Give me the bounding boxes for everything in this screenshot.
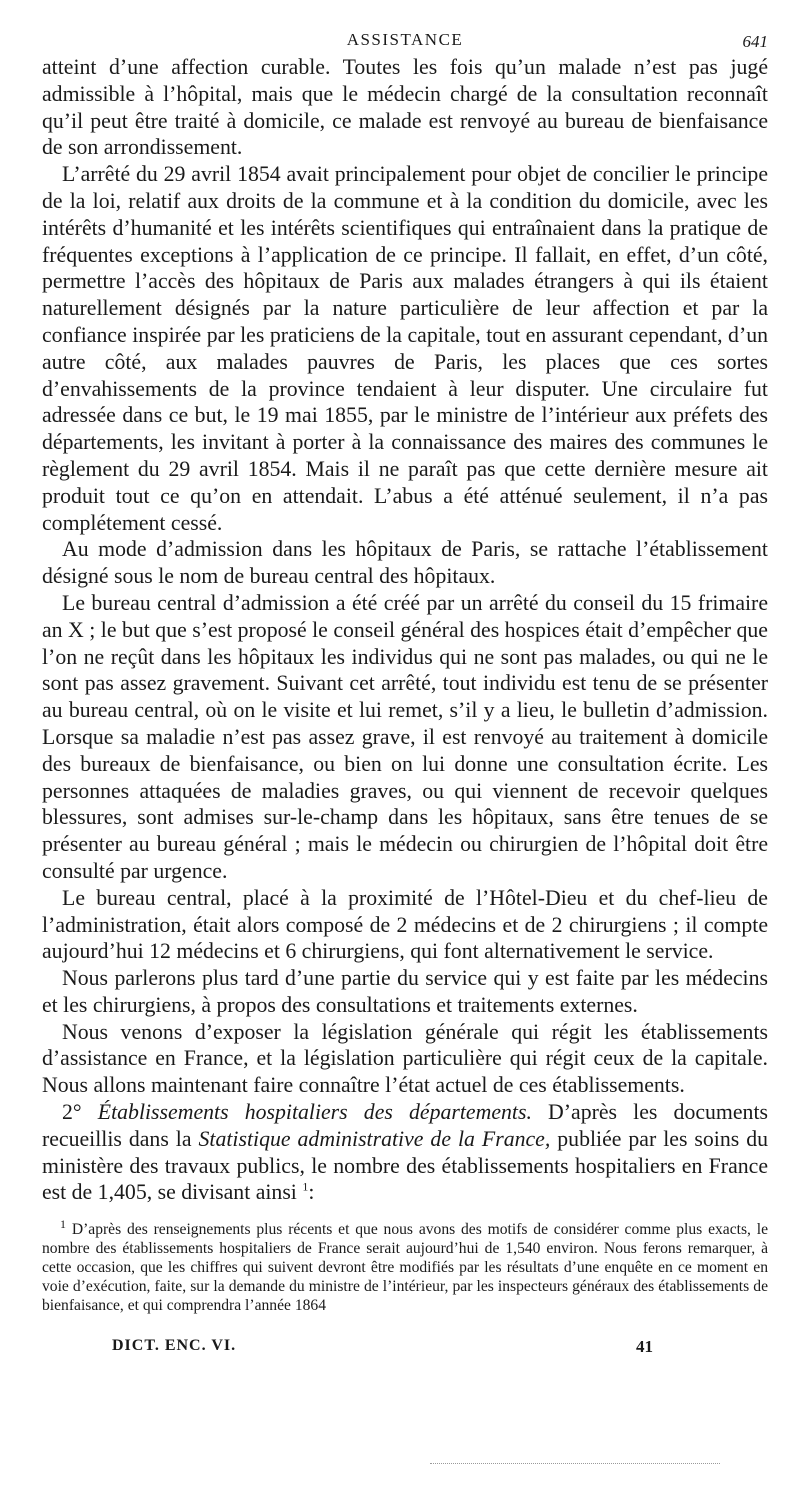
- footnote-reference: 1: [302, 1180, 309, 1195]
- section-number: 2°: [62, 1100, 82, 1125]
- body-text: [42, 54, 768, 1206]
- paragraph-bureau-central-composition: Le bureau central, placé à la proximité de l’Hôtel-Dieu et du chef-lieu de l’administration, était alors composé de 2 médecins et de 2 chirurgiens ; il compte aujourd’hui 12 médecins et 6 chirurgiens, qui font alternativement le service.: [42, 885, 768, 964]
- page-footer: [42, 1337, 768, 1361]
- footnote-1: [42, 1217, 768, 1315]
- page-number: 641: [742, 32, 768, 51]
- document-page: [42, 28, 768, 1361]
- running-header: [42, 28, 768, 54]
- footnote-text: D’après des renseignements plus récents et que nous avons des motifs de considérer comme plus exacts, le nombre des établissements hospitaliers de France serait aujourd’hui de 1,540 environ. Nous ferons remarquer, à cette occasion, que les chiffres qui suivent devront être modifiés par les résultats d’une enquête en ce moment en voie d’exécution, faite, sur la demande du ministre de l’intérieur, par les inspecteurs généraux des établissements de bienfaisance, et qui comprendra l’année 1864: [42, 1221, 768, 1315]
- signature-mark: DICT. ENC. VI.: [112, 1337, 237, 1355]
- show-through-line: [430, 1463, 720, 1464]
- footnote-marker: 1: [60, 1217, 66, 1232]
- section-italic-title: Statistique administrative de la France,: [198, 1126, 551, 1151]
- footnotes: [42, 1217, 768, 1315]
- paragraph-consultations: Nous parlerons plus tard d’une partie du service qui y est faite par les médecins et les chirurgiens, à propos des consultations et traitements externes.: [42, 966, 768, 1017]
- paragraph-bureau-central-creation: Le bureau central d’admission a été créé par un arrêté du conseil du 15 frimaire an X ; le but que s’est proposé le conseil général des hospices était d’empêcher que l’on ne reçût dans les hôpitaux les individus qui ne sont pas malades, ou qui ne le sont pas assez gravement. Suivant cet arrêté, tout individu est tenu de se présenter au bureau central, où on le visite et lui remet, s’il y a lieu, le bulletin d’admission. Lorsque sa maladie n’est pas assez grave, il est renvoyé au traitement à domicile des bureaux de bienfaisance, ou bien on lui donne une consultation écrite. Les personnes attaquées de maladies graves, ou qui viennent de recevoir quelques blessures, sont admises sur-le-champ dans les hôpitaux, sans être tenues de se présenter au bureau général ; mais le médecin ou chirurgien de l’hôpital doit être consulté par urgence.: [42, 590, 768, 883]
- paragraph-legislation: Nous venons d’exposer la législation générale qui régit les établissements d’assistance en France, et la législation particulière qui régit ceux de la capitale. Nous allons maintenant faire connaître l’état actuel de ces établissements.: [42, 1019, 768, 1098]
- paragraph-arrete-1854: L’arrêté du 29 avril 1854 avait principalement pour objet de concilier le principe de la loi, relatif aux droits de la commune et à la condition du domicile, avec les intérêts d’humanité et les intérêts scientifiques qui entraînaient dans la pratique de fréquentes exceptions à l’application de ce principe. Il fallait, en effet, d’un côté, permettre l’accès des hôpitaux de Paris aux malades étrangers à qui ils étaient naturellement désignés par la nature particulière de leur affection et par la confiance inspirée par les praticiens de la capitale, tout en assurant cependant, d’un autre côté, aux malades pauvres de Paris, les places que ces sortes d’envahissements de la province tendaient à leur disputer. Une circulaire fut adressée dans ce but, le 19 mai 1855, par le ministre de l’intérieur aux préfets des départements, les invitant à porter à la connaissance des maires des communes le règlement du 29 avril 1854. Mais il ne paraît pas que cette dernière mesure ait produit tout ce qu’on en attendait. L’abus a été atténué seulement, il n’a pas complétement cessé.: [42, 162, 768, 535]
- section-heading: Établissements hospitaliers des départements.: [97, 1100, 532, 1125]
- running-title: ASSISTANCE: [346, 30, 464, 49]
- paragraph-etablissements-departements: [42, 1099, 768, 1206]
- section-text-b: publiée par les soins du ministère des travaux publics, le nombre des établissements hospitaliers en France est de 1,405, se divisant ainsi: [42, 1126, 768, 1205]
- signature-number: 41: [636, 1337, 653, 1357]
- paragraph-mode-admission: Au mode d’admission dans les hôpitaux de Paris, se rattache l’établissement désigné sous le nom de bureau central des hôpitaux.: [42, 537, 768, 589]
- section-end: :: [308, 1180, 315, 1205]
- paragraph-continuation: atteint d’une affection curable. Toutes les fois qu’un malade n’est pas jugé admissible à l’hôpital, mais que le médecin chargé de la consultation reconnaît qu’il peut être traité à domicile, ce malade est renvoyé au bureau de bienfaisance de son arrondissement.: [42, 55, 768, 160]
- section-text-a: D’après les documents recueillis dans la: [42, 1100, 768, 1151]
